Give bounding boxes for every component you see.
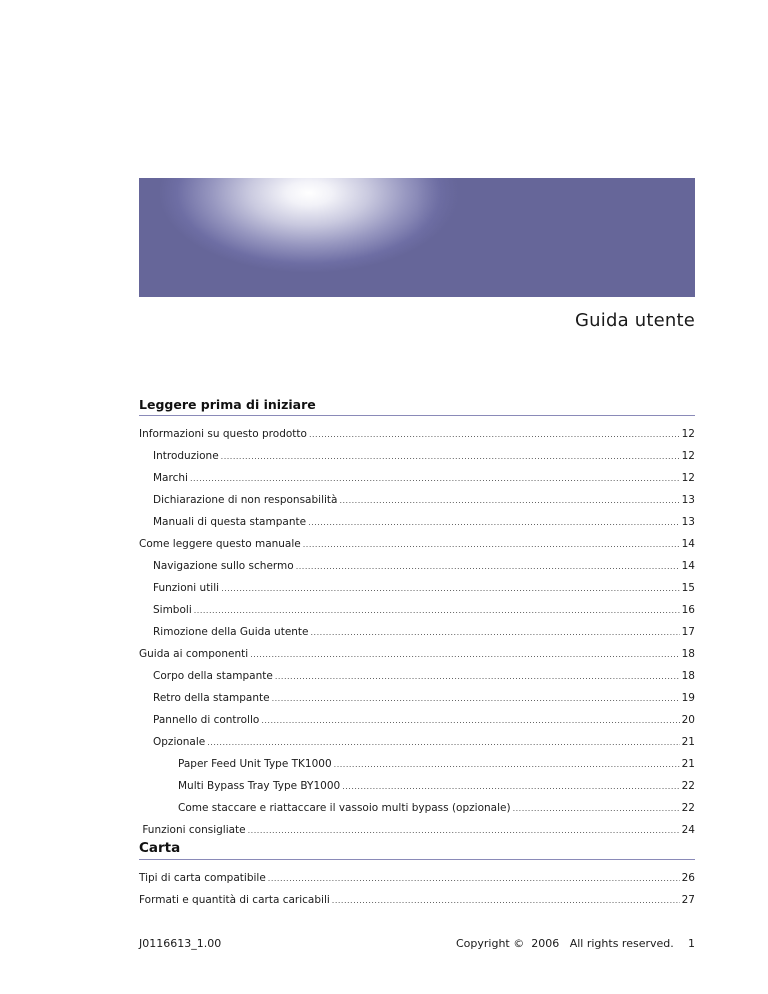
toc-entry-page: 17 bbox=[681, 626, 695, 638]
toc-entry-page: 26 bbox=[681, 872, 695, 884]
footer-copyright: Copyright © 2006 All rights reserved. bbox=[456, 937, 674, 950]
toc-entry-page: 15 bbox=[681, 582, 695, 594]
toc-entry-page: 12 bbox=[681, 472, 695, 484]
document-title: Guida utente bbox=[574, 310, 695, 331]
toc-entry-page: 12 bbox=[681, 428, 695, 440]
toc-entry-page: 14 bbox=[681, 560, 695, 572]
toc-entry-text: Dichiarazione di non responsabilità bbox=[153, 494, 338, 506]
toc-entry-text: Opzionale bbox=[153, 736, 206, 748]
toc-leader bbox=[190, 474, 680, 484]
toc-leader bbox=[513, 804, 680, 814]
toc-entry-text: Retro della stampante bbox=[153, 692, 270, 704]
toc-leader bbox=[250, 650, 679, 660]
toc-leader bbox=[332, 896, 680, 906]
toc-entry[interactable] bbox=[153, 666, 695, 682]
toc-entry[interactable] bbox=[153, 468, 695, 484]
toc-entry-page: 21 bbox=[681, 736, 695, 748]
toc-entry-text: Navigazione sullo schermo bbox=[153, 560, 294, 572]
toc-entry[interactable] bbox=[139, 534, 695, 550]
toc-entry-text: Come leggere questo manuale bbox=[139, 538, 301, 550]
toc-leader bbox=[275, 672, 680, 682]
toc-leader bbox=[194, 606, 680, 616]
section-heading: Leggere prima di iniziare bbox=[139, 397, 695, 416]
toc-entry-page: 19 bbox=[681, 692, 695, 704]
toc-leader bbox=[248, 826, 680, 836]
toc-entry-text: Pannello di controllo bbox=[153, 714, 260, 726]
toc-entry-text: Rimozione della Guida utente bbox=[153, 626, 309, 638]
section-heading: Carta bbox=[139, 840, 695, 860]
toc-entry-text: Manuali di questa stampante bbox=[153, 516, 307, 528]
toc-entry-text: Come staccare e riattaccare il vassoio multi bypass (opzionale) bbox=[178, 802, 511, 814]
toc-entry-page: 24 bbox=[681, 824, 695, 836]
toc-entry[interactable] bbox=[153, 578, 695, 594]
toc-entry[interactable] bbox=[139, 868, 695, 884]
toc-entry[interactable] bbox=[153, 490, 695, 506]
toc-entry[interactable] bbox=[153, 446, 695, 462]
toc-entry-text: Funzioni consigliate bbox=[139, 824, 246, 836]
toc-leader bbox=[342, 782, 679, 792]
toc-entry-text: Informazioni su questo prodotto bbox=[139, 428, 307, 440]
toc-entry[interactable] bbox=[139, 644, 695, 660]
toc-entry-page: 18 bbox=[681, 670, 695, 682]
toc-entry[interactable] bbox=[153, 688, 695, 704]
toc-entry[interactable] bbox=[153, 556, 695, 572]
toc-entry-page: 14 bbox=[681, 538, 695, 550]
toc-entry[interactable] bbox=[178, 776, 695, 792]
toc-leader bbox=[309, 430, 680, 440]
toc-leader bbox=[207, 738, 679, 748]
toc-leader bbox=[296, 562, 680, 572]
toc-entry[interactable] bbox=[153, 732, 695, 748]
toc-leader bbox=[311, 628, 680, 638]
toc-leader bbox=[303, 540, 680, 550]
toc-entry-page: 21 bbox=[681, 758, 695, 770]
toc-entry[interactable] bbox=[178, 754, 695, 770]
toc-leader bbox=[221, 584, 680, 594]
toc-leader bbox=[334, 760, 680, 770]
toc-entry-page: 16 bbox=[681, 604, 695, 616]
toc-entry-text: Funzioni utili bbox=[153, 582, 220, 594]
toc-leader bbox=[308, 518, 680, 528]
toc-entry-page: 22 bbox=[681, 802, 695, 814]
toc-entry-page: 13 bbox=[681, 516, 695, 528]
toc-entry-text: Multi Bypass Tray Type BY1000 bbox=[178, 780, 341, 792]
toc-leader bbox=[221, 452, 680, 462]
header-banner-overlay bbox=[139, 178, 695, 297]
toc-leader bbox=[272, 694, 680, 704]
toc-entry[interactable] bbox=[153, 622, 695, 638]
toc-entry-text: Simboli bbox=[153, 604, 192, 616]
toc-entry-text: Introduzione bbox=[153, 450, 219, 462]
toc-entry-page: 13 bbox=[681, 494, 695, 506]
toc-entry[interactable] bbox=[178, 798, 695, 814]
toc-entry-text: Formati e quantità di carta caricabili bbox=[139, 894, 330, 906]
toc-entry-text: Tipi di carta compatibile bbox=[139, 872, 266, 884]
toc-entry[interactable] bbox=[153, 710, 695, 726]
toc-entry[interactable] bbox=[139, 890, 695, 906]
toc-entry-text: Marchi bbox=[153, 472, 188, 484]
toc-entry[interactable] bbox=[153, 600, 695, 616]
toc-leader bbox=[261, 716, 679, 726]
toc-entry[interactable] bbox=[139, 820, 695, 836]
toc-entry[interactable] bbox=[139, 424, 695, 440]
toc-leader bbox=[268, 874, 680, 884]
toc-entry-text: Paper Feed Unit Type TK1000 bbox=[178, 758, 332, 770]
toc-leader bbox=[339, 496, 679, 506]
toc-entry-page: 20 bbox=[681, 714, 695, 726]
toc-entry-page: 22 bbox=[681, 780, 695, 792]
toc-entry[interactable] bbox=[153, 512, 695, 528]
toc-entry-text: Corpo della stampante bbox=[153, 670, 273, 682]
toc-entry-page: 27 bbox=[681, 894, 695, 906]
footer-document-code: J0116613_1.00 bbox=[139, 937, 222, 950]
toc-entry-page: 12 bbox=[681, 450, 695, 462]
toc-entry-text: Guida ai componenti bbox=[139, 648, 249, 660]
footer-page-number: 1 bbox=[688, 937, 695, 950]
toc-entry-page: 18 bbox=[681, 648, 695, 660]
